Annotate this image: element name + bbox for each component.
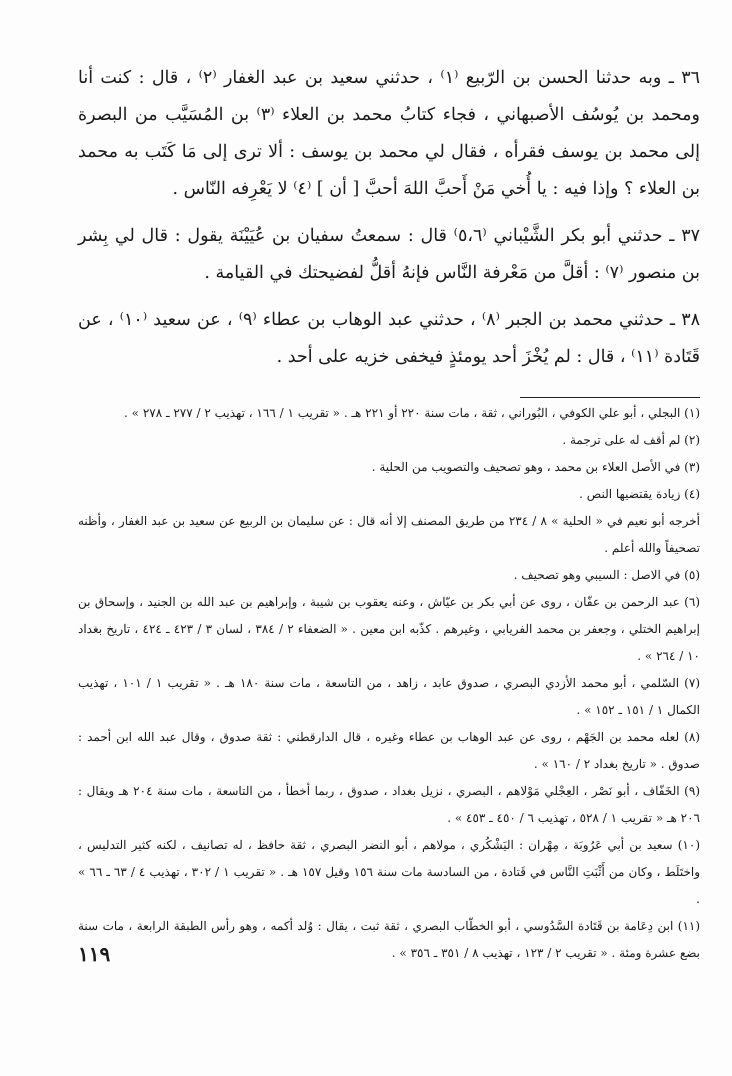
footnote-2: (٢) لم أقف له على ترجمة . <box>562 433 700 447</box>
paragraph-37: ٣٧ ـ حدثني أبو بكر الشَّيْباني ⁽٥،٦⁾ قال : سمعتُ سفيان بن عُيَيْنَة يقول : قال لي بِشر بن منصور ⁽٧⁾ : أقلَّ من مَعْرفة النَّاس فإنهُ أقلُّ لفضيحتك في القيامة . <box>78 226 700 283</box>
footnote-5: (٥) في الاصل : السيبي وهو تصحيف . <box>513 568 700 582</box>
footnote-9: (٩) الخَفّاف ، أبو نَصْر ، العِجْلي مَوْلاهم ، البصري ، نزيل بغداد ، صدوق ، ربما أخطأ ، من التاسعة ، مات سنة ٢٠٤ هـ ويقال : ٢٠٦ هـ « تقريب ١ / ٥٢٨ ، تهذيب ٦ / ٤٥٠ ـ ٤٥٣ » . <box>78 784 700 825</box>
footnote-8: (٨) لعله محمد بن الجَهْم ، روى عن عبد الوهاب بن عطاء وغيره ، قال الدارقطني : ثقة صدوق ، وقال عبد الله ابن أحمد : صدوق . « تاريخ بغداد ٢ / ١٦٠ » . <box>78 730 700 771</box>
paragraph-38: ٣٨ ـ حدثني محمد بن الجبر ⁽٨⁾ ، حدثني عبد الوهاب بن عطاء ⁽٩⁾ ، عن سعيد ⁽١٠⁾ ، عن قَتَادة ⁽١١⁾ ، قال : لم يُخْزَ أحد يومئذٍ فيخفى خزيه على أحد . <box>78 310 701 367</box>
footnote-3: (٣) في الأصل العلاء بن محمد ، وهو تصحيف والتصويب من الحلية . <box>371 460 700 474</box>
footnote-divider <box>520 397 700 398</box>
main-text <box>78 60 700 386</box>
footnote-4: (٤) زيادة يقتضيها النص . <box>579 487 700 501</box>
footnote-6: (٦) عبد الرحمن بن عفّان ، روى عن أبي بكر بن عيّاش ، وعنه يعقوب بن شيبة ، وإبراهيم بن عبد الله بن الجنيد ، وإسحاق بن إبراهيم الختلي ، وجعفر بن محمد الفريابي ، وغيرهم . كذّبه ابن معين . « الضعفاء ٢ / ٣٨٤ ، لسان ٣ / ٤٢٣ ـ ٤٢٤ ، تاريخ بغداد ١٠ / ٢٦٤ » . <box>78 595 700 663</box>
page-number: ١١٩ <box>78 942 111 966</box>
footnote-7: (٧) السّلمي ، أبو محمد الأزدي البصري ، صدوق عابد ، زاهد ، من التاسعة ، مات سنة ١٨٠ هـ . « تقريب ١ / ١٠١ ، تهذيب الكمال ١ / ١٥١ ـ ١٥٢ » . <box>78 676 701 717</box>
footnote-4-extra: أخرجه أبو نعيم في « الحلية » ٨ / ٢٣٤ من طريق المصنف إلا أنه قال : عن سليمان بن الربيع عن سعيد بن عبد الغفار ، وأظنه تصحيفاً والله أعلم . <box>78 514 700 555</box>
footnotes <box>78 400 700 967</box>
footnote-11: (١١) ابن دِعَامة بن قَتَادة السَّدُوسي ، أبو الخطّاب البصري ، ثقة ثبت ، يقال : وُلد أكمه ، وهو رأس الطبقة الرابعة ، مات سنة بضع عشرة ومئة . « تقريب ٢ / ١٢٣ ، تهذيب ٨ / ٣٥١ ـ ٣٥٦ » . <box>78 919 701 960</box>
footnote-1: (١) البجلي ، أبو علي الكوفي ، البُوراني ، ثقة ، مات سنة ٢٢٠ أو ٢٢١ هـ . « تقريب ١ / ١٦٦ ، تهذيب ٢ / ٢٧٧ ـ ٢٧٨ » . <box>124 406 700 420</box>
paragraph-36: ٣٦ ـ وبه حدثنا الحسن بن الرّبيع ⁽١⁾ ، حدثني سعيد بن عبد الغفار ⁽٢⁾ ، قال : كنت أنا ومحمد بن يُوسُف الأصبهاني ، فجاء كتابُ محمد بن العلاء ⁽٣⁾ بن المُسَيَّب من البصرة إلى محمد بن يوسف فقرأه ، فقال لي محمد بن يوسف : ألا ترى إلى مَا كَتَب به محمد بن العلاء ؟ وإذا فيه : يا أُخي مَنْ أَحبَّ اللهَ أحبَّ [ أن ] ⁽٤⁾ لا يَعْرِفه النّاس . <box>78 68 700 199</box>
footnote-10: (١٠) سعيد بن أبي عَرُوبَة ، مِهْران : اليَشْكُري ، مولاهم ، أبو النضر البصري ، ثقة حافظ ، له تصانيف ، لكنه كثير التدليس ، واختَلَط ، وكان من أَثْبَتِ النَّاس في قَتادة ، من السادسة مات سنة ١٥٦ وقيل ١٥٧ هـ . « تقريب ١ / ٣٠٢ ، تهذيب ٤ / ٦٣ ـ ٦٦ » . <box>78 838 700 906</box>
